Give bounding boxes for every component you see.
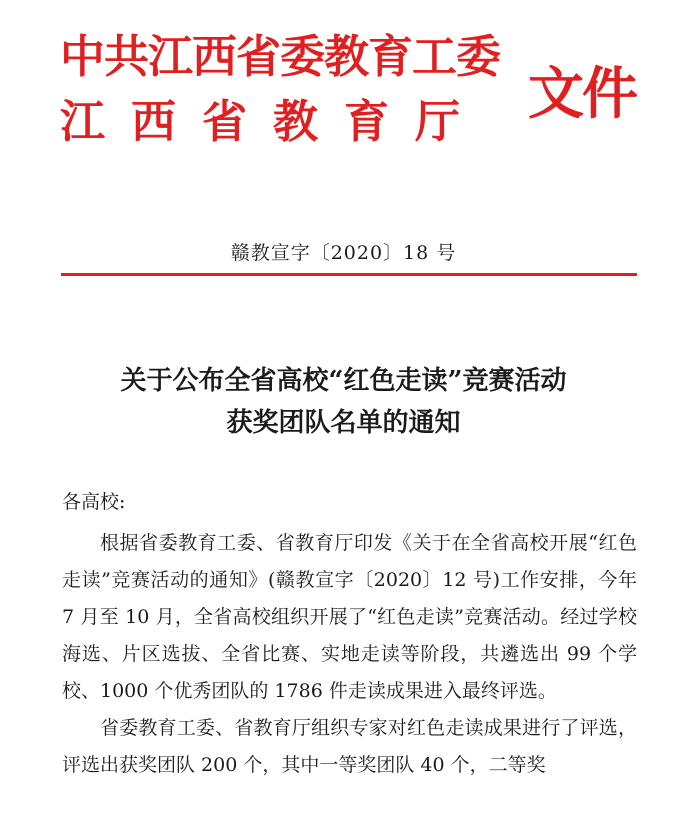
issuer-name-education-department: 江西省教育厅	[60, 95, 487, 148]
body-paragraph: 省委教育工委、省教育厅组织专家对红色走读成果进行了评选，评选出获奖团队 200 个，其中一等奖团队 40 个，二等奖	[62, 717, 637, 776]
letterhead	[0, 0, 687, 160]
document-number: 赣教宣字〔2020〕18 号	[230, 242, 457, 264]
notice-title-line-1: 关于公布全省高校“红色走读”竞赛活动	[120, 366, 567, 396]
notice-body	[62, 525, 637, 784]
salutation: 各高校:	[62, 491, 126, 513]
document-type-label: 文件	[528, 61, 636, 127]
notice-title	[0, 360, 687, 444]
red-divider-line	[61, 273, 637, 276]
issuer-name-party-committee: 中共江西省委教育工委	[60, 30, 501, 83]
notice-title-line-2: 获奖团队名单的通知	[226, 408, 461, 438]
body-paragraph: 根据省委教育工委、省教育厅印发《关于在全省高校开展“红色走读”竞赛活动的通知》(赣教宣字〔2020〕12 号)工作安排，今年 7 月至 10 月，全省高校组织开展了“红色走读”竞赛活动。经过学校海选、片区选拔、全省比赛、实地走读等阶段，共遴选出 99 个学校、1000 个优秀团队的 1786 件走读成果进入最终评选。	[62, 532, 637, 702]
